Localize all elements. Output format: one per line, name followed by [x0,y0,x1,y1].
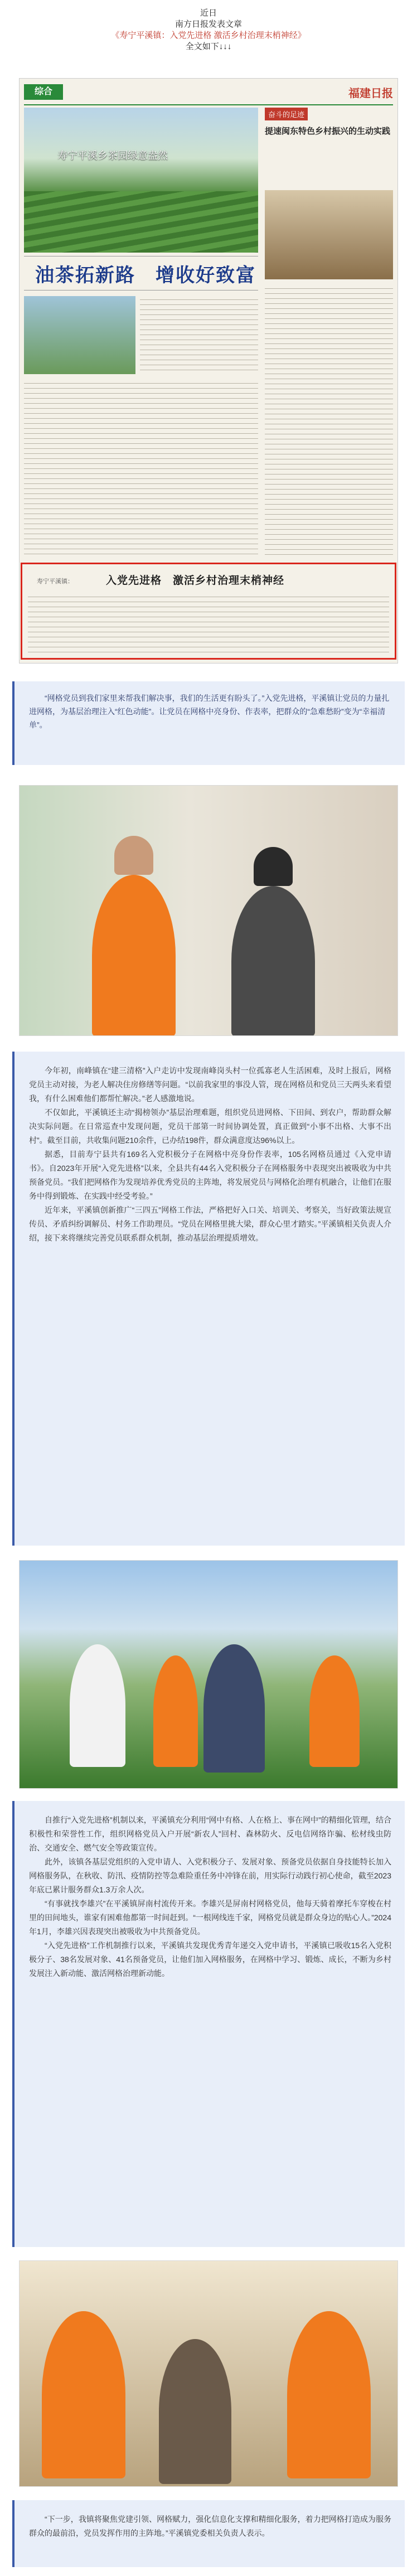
side-column [265,108,393,186]
photo-tea-garden [19,1560,398,1789]
masthead: 福建日报 [348,86,393,100]
photo-home-visit [19,2260,398,2487]
newspaper-header [24,82,393,105]
section-tag: 综合 [24,84,63,100]
paragraph: 此外，该镇各基层党组织的入党申请人、入党积极分子、发展对象、预备党员依据自身技能特长加入网格服务队，在秋收、防汛、疫情防控等急难险重任务中冲锋在前，用实际行动践行初心使命，截至2023年底已累计服务群众1.3万余人次。 [29,1857,391,1894]
hero-caption: 寿宁平溪乡茶园绿意盎然 [57,150,168,162]
paragraph: “有事就找李雄兴”在平溪镇屏南村流传开来。李雄兴是屏南村网格党员，他每天骑着摩托车穿梭在村里的田间地头，谁家有困难他都第一时间赶到。“一根网线连千家，网格党员就是群众身边的贴心人。”2024年1月，李雄兴因表现突出被吸收为中共预备党员。 [29,1899,391,1936]
side-photo [265,190,393,279]
person-head [254,847,293,886]
paragraph: 据悉，目前寿宁县共有169名入党积极分子在网格中亮身份作表率，105名网格员通过《入党申请书》。自2023年开展“入党先进格”以来，全县共有44名入党积极分子在网格服务中表现突出被吸收为中共预备党员。“我们把网格作为发现培养优秀党员的主阵地，将发展党员与网格化治理有机融合，让他们在服务中得到锻炼、在实践中经受考验。” [29,1150,391,1200]
intro-line-4: 全文如下↓↓↓ [185,42,232,51]
person-body [159,2339,231,2484]
newspaper-scan [19,78,398,664]
person-body [153,1655,198,1767]
person-body [203,1644,265,1773]
body-text-lines [140,296,258,374]
highlight-kicker: 寿宁平溪镇： [37,578,74,585]
person-body [92,875,176,1036]
inline-photo [24,296,135,374]
person-body [309,1655,360,1767]
person-body [42,2311,125,2478]
side-title: 提速闽东特色乡村振兴的生动实践 [265,126,391,136]
side-tag: 奋斗的足迹 [265,108,308,120]
main-headline: 油茶拓新路 增收好致富 [35,264,256,287]
person-body [287,2311,371,2478]
paragraph: 今年初，南峰镇在“建三清格”入户走访中发现南峰岗头村一位孤寡老人生活困难，及时上报后，网格党员主动对接，为老人解决住房修缮等问题。“以前我家里的事没人管，现在网格员和党员三天两头来看望我，有什么困难他们都帮忙解决。”老人感激地说。 [29,1066,391,1103]
quote-text: “网格党员到我们家里来帮我们解决事，我们的生活更有盼头了。”入党先进格，平溪镇让党员的力量扎进网格，为基层治理注入“红色动能”。让党员在网格中亮身份、作表率，把群众的“急难愁盼”变为“幸福清单”。 [29,694,390,729]
paragraph: 不仅如此，平溪镇还主动“揭榜领办”基层治理难题，组织党员进网格、下田间、到农户，帮助群众解决实际问题。在日常巡查中发现问题，党员干部第一时间协调处置，真正做到“小事不出格、大事不出村”。截至目前，共收集问题210余件，已办结198件，群众满意度达96%以上。 [29,1108,391,1145]
text-block-1 [12,1052,405,1546]
intro-line-2: 南方日报发表文章 [174,20,242,29]
paragraph: “下一步，我镇将聚焦党建引领、网格赋力，强化信息化支撑和精细化服务，着力把网格打造成为服务群众的最前沿，党员发挥作用的主阵地。”平溪镇党委相关负责人表示。 [29,2515,391,2538]
person-body [231,886,315,1036]
highlighted-article [21,563,396,660]
intro-line-1: 近日 [200,8,217,18]
paragraph: 近年来，平溪镇创新推广“三四五”网格工作法，严格把好入口关、培训关、考察关，当好政策法规宣传员、矛盾纠纷调解员、村务工作助理员。“党员在网格里挑大梁，群众心里才踏实。”平溪镇相关负责人介绍，接下来将继续完善党员联系群众机制，推动基层治理提质增效。 [29,1205,391,1242]
hero-photo [24,108,258,253]
person-head [114,836,153,875]
photo-handshake [19,785,398,1036]
body-text-lines [24,380,258,558]
person-body [70,1644,125,1767]
text-block-2 [12,1801,405,2247]
text-block-3 [12,2500,405,2567]
main-headline-box [24,256,258,290]
intro-header [0,0,417,78]
tea-rows [24,191,258,253]
highlight-headline: 入党先进格 激活乡村治理末梢神经 [106,574,285,587]
paragraph: “入党先进格”工作机制推行以来，平溪镇共发现优秀青年递交入党申请书，平溪镇已吸收15名入党积极分子、38名发展对象、41名预备党员，让他们加入网格服务，在网格中学习、锻炼、成长，不断为乡村发展注入新动能、激活网格治理新动能。 [29,1941,391,1978]
paragraph: 自推行“入党先进格”机制以来，平溪镇充分利用“网中有格、人在格上、事在网中”的精细化管理，结合积极性和荣誉性工作，组织网格党员入户开展“新农人”回村、森林防火、反电信网络诈骗、松材线虫防治、交通安全、燃气安全等政策宣传。 [29,1815,391,1852]
intro-article-title: 《寿宁平溪镇：入党先进格 激活乡村治理末梢神经》 [111,31,306,40]
body-text-lines [28,593,389,655]
quote-box [12,681,405,765]
body-text-lines [265,285,393,558]
